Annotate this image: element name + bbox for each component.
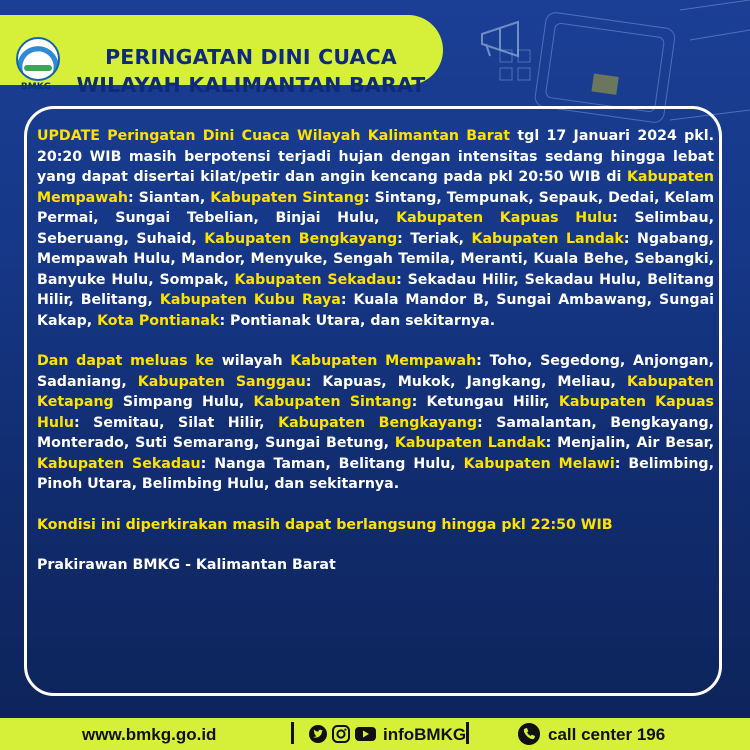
highlighted-region-text: Kabupaten Sanggau	[137, 373, 306, 390]
body-text: : Pontianak Utara, dan sekitarnya.	[219, 312, 496, 329]
body-text: : Semitau, Silat Hilir,	[73, 414, 279, 431]
signature: Prakirawan BMKG - Kalimantan Barat	[37, 557, 336, 573]
highlighted-region-text: Kabupaten Sekadau	[234, 271, 397, 288]
highlighted-region-text: Kabupaten Melawi	[463, 455, 615, 472]
highlighted-region-text: Kabupaten Sekadau	[37, 455, 201, 472]
social-handle[interactable]: infoBMKG	[383, 725, 467, 744]
website-link[interactable]: www.bmkg.go.id	[82, 725, 217, 744]
body-text: : Kapuas, Mukok, Jangkang, Meliau,	[305, 373, 627, 390]
body-text: : Nanga Taman, Belitang Hulu,	[200, 455, 464, 472]
call-center[interactable]: call center 196	[548, 725, 666, 744]
condition-note: Kondisi ini diperkirakan masih dapat berlangsung hingga pkl 22:50 WIB	[37, 516, 613, 533]
body-text: : Siantan,	[128, 189, 211, 206]
highlighted-region-text: Kabupaten Bengkayang	[204, 230, 398, 247]
footer-divider	[291, 722, 294, 744]
body-text: : Ketungau Hilir,	[411, 394, 559, 410]
body-text: : Ngabang, Mempawah Hulu, Mandor, Menyuke, Sengah Temila, Meranti, Kuala Behe, Sebangki, Banyuke Hulu, Sompak,	[37, 230, 714, 288]
bmkg-logo	[14, 37, 58, 95]
phone-icon	[518, 723, 540, 745]
body-text: : Sekadau Hilir, Sekadau Hulu, Belitang Hilir, Belitang,	[37, 271, 714, 308]
body-text: : Kuala Mandor B, Sungai Ambawang, Sungai Kakap,	[37, 292, 715, 329]
highlighted-region-text: Kabupaten Kapuas Hulu	[396, 210, 613, 226]
title-line-2: WILAYAH KALIMANTAN BARAT	[76, 73, 426, 97]
highlighted-region-text: Kota Pontianak	[97, 312, 220, 329]
highlighted-region-text: Kabupaten Ketapang	[37, 373, 714, 410]
title-line-1: PERINGATAN DINI CUACA	[105, 45, 397, 69]
twitter-icon[interactable]	[309, 725, 327, 743]
page-title	[66, 43, 436, 99]
highlighted-region-text: Kabupaten Sintang	[210, 189, 365, 206]
footer-bar	[0, 718, 750, 750]
body-text: : Belimbing, Pinoh Utara, Belimbing Hulu, dan sekitarnya.	[37, 455, 714, 492]
body-text: wilayah	[213, 353, 291, 369]
highlighted-region-text: Dan dapat meluas ke	[37, 353, 214, 369]
instagram-icon[interactable]	[332, 725, 350, 743]
footer-divider	[466, 722, 469, 744]
body-text: : Sintang, Tempunak, Sepauk, Dedai, Kelam Permai, Sungai Tebelian, Binjai Hulu,	[37, 189, 715, 226]
body-text: Simpang Hulu,	[113, 394, 254, 410]
body-text: : Samalantan, Bengkayang, Monterado, Suti Semarang, Sungai Betung,	[37, 414, 714, 451]
body-text: : Toho, Segedong, Anjongan, Sadaniang,	[37, 353, 715, 390]
highlighted-region-text: Kabupaten Mempawah	[290, 353, 477, 369]
highlighted-region-text: Kabupaten Kubu Raya	[159, 292, 341, 308]
highlighted-region-text: Kabupaten Mempawah	[37, 169, 714, 206]
highlighted-region-text: UPDATE Peringatan Dini Cuaca Wilayah Kalimantan Barat	[37, 128, 511, 144]
body-text: : Teriak,	[397, 230, 472, 247]
youtube-icon[interactable]	[355, 725, 376, 743]
body-text: : Selimbau, Seberuang, Suhaid,	[37, 210, 714, 247]
bmkg-logo-emblem	[16, 37, 60, 81]
highlighted-region-text: Kabupaten Kapuas Hulu	[37, 394, 715, 431]
bmkg-logo-text: BMKG	[20, 82, 52, 92]
highlighted-region-text: Kabupaten Landak	[394, 435, 546, 451]
highlighted-region-text: Kabupaten Landak	[471, 230, 624, 247]
body-text: : Menjalin, Air Besar,	[545, 435, 714, 451]
highlighted-region-text: Kabupaten Sintang	[253, 394, 412, 410]
warning-paragraph-2	[37, 351, 714, 495]
warning-content	[37, 126, 714, 596]
highlighted-region-text: Kabupaten Bengkayang	[278, 414, 478, 431]
body-text: tgl 17 Januari 2024 pkl. 20:20 WIB masih berpotensi terjadi hujan dengan intensitas sedang hingga lebat yang dapat disertai kilat/petir dan angin kencang pada pkl 20:50 WIB di	[37, 128, 714, 185]
title-banner	[0, 15, 443, 97]
megaphone-icon	[478, 20, 526, 60]
warning-paragraph-1	[37, 126, 714, 331]
